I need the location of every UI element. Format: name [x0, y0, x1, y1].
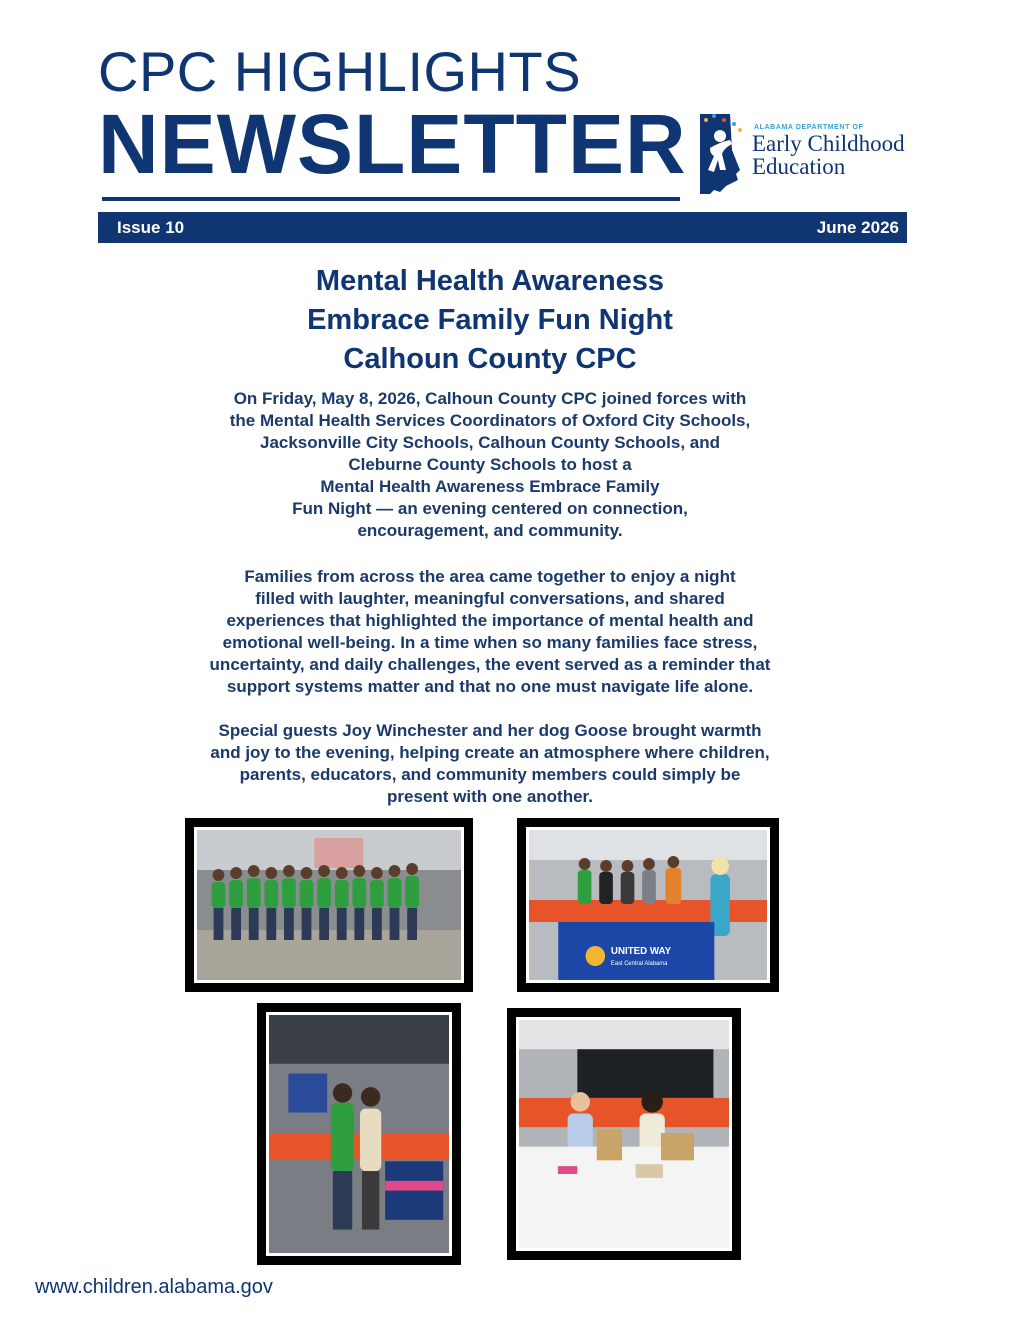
logo-name: Early Childhood Education: [752, 131, 905, 179]
paragraph-line: support systems matter and that no one must navigate life alone.: [226, 677, 754, 696]
footer-website-link[interactable]: www.children.alabama.gov: [35, 1276, 273, 1298]
paragraph-line: On Friday, May 8, 2026, Calhoun County CPC joined forces with: [233, 389, 747, 408]
paragraph-line: present with one another.: [387, 787, 593, 806]
banner-title: UNITED WAY: [610, 945, 672, 958]
paragraph-line: filled with laughter, meaningful conversations, and shared: [255, 589, 725, 608]
paragraph-line: experiences that highlighted the importance of mental health and: [226, 611, 754, 630]
paragraph-line: emotional well-being. In a time when so many families face stress,: [222, 633, 758, 652]
paragraph-line: Cleburne County Schools to host a: [348, 455, 632, 474]
photo-group-green-shirts: [185, 818, 473, 992]
paragraph-line: uncertainty, and daily challenges, the event served as a reminder that: [209, 655, 771, 674]
booth-photo-image: [269, 1015, 449, 1253]
united-way-photo-image: [529, 830, 767, 980]
paragraph-line: Mental Health Awareness Embrace Family: [320, 477, 660, 496]
photo-united-way-table: [517, 818, 779, 992]
department-logo: [696, 110, 936, 200]
masthead-title: CPC HIGHLIGHTS: [98, 40, 582, 103]
article-paragraph-3: [130, 720, 850, 808]
article-paragraph-1: [130, 388, 850, 542]
paragraph-line: Fun Night — an evening centered on connection,: [292, 499, 688, 518]
issue-number: Issue 10: [117, 217, 185, 237]
headline-line: Mental Health Awareness: [315, 265, 665, 297]
headline-line: Calhoun County CPC: [343, 343, 637, 375]
paragraph-line: Families from across the area came together to enjoy a night: [244, 567, 736, 586]
photo-two-women-booth: [257, 1003, 461, 1265]
article-headline: [150, 262, 830, 379]
paragraph-line: Special guests Joy Winchester and her dog Goose brought warmth: [218, 721, 762, 740]
paragraph-line: the Mental Health Services Coordinators of Oxford City Schools,: [229, 411, 751, 430]
photo-two-people-table: [507, 1008, 741, 1260]
masthead-rule: [102, 197, 680, 201]
article-paragraph-2: [130, 566, 850, 698]
group-photo-image: [197, 830, 461, 980]
paragraph-line: parents, educators, and community members could simply be: [239, 765, 741, 784]
logo-agency: ALABAMA DEPARTMENT OF: [754, 124, 864, 131]
alabama-child-logo-icon: [696, 110, 748, 196]
issue-date: June 2026: [816, 217, 899, 237]
table-photo-image: [519, 1020, 729, 1248]
paragraph-line: Jacksonville City Schools, Calhoun County Schools, and: [259, 433, 721, 452]
paragraph-line: encouragement, and community.: [357, 521, 623, 540]
issue-bar: [98, 212, 907, 243]
paragraph-line: and joy to the evening, helping create an atmosphere where children,: [210, 743, 770, 762]
masthead-subtitle: NEWSLETTER: [98, 97, 687, 191]
banner-subtitle: East Central Alabama: [610, 960, 668, 968]
headline-line: Embrace Family Fun Night: [307, 304, 673, 336]
